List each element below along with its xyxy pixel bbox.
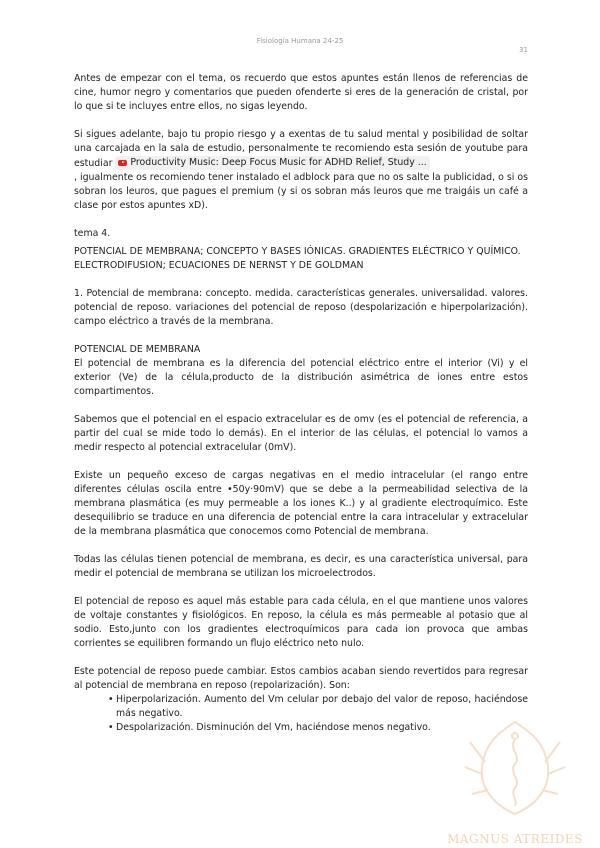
page-content xyxy=(74,72,528,735)
topic-label: tema 4. xyxy=(74,228,111,239)
recommendation-text-continued: , igualmente os recomiendo tener instalado el adblock para que no os salte la publicidad, o si os sobran los leuros, que pagues el premium (y si os sobran más leuros que me traigáis un café a clase por estos apuntes xD). xyxy=(74,172,528,211)
recommendation-paragraph xyxy=(74,128,528,213)
youtube-icon xyxy=(118,160,127,166)
youtube-link-chip[interactable] xyxy=(115,156,429,170)
intro-paragraph: Antes de empezar con el tema, os recuerdo que estos apuntes están llenos de referencias de cine, humor negro y comentarios que pueden ofenderte si eres de la generación de cristal, por lo que si te incluyes entre ellos, no sigas leyendo. xyxy=(74,73,528,112)
recommendation-text: Si sigues adelante, bajo tu propio riesgo y a exentas de tu salud mental y posibilidad de soltar una carcajada en la sala de estudio, personalmente te recomiendo esta sesión de youtube para estudiar xyxy=(74,129,528,169)
running-header: Fisiología Humana 24-25 xyxy=(256,37,344,45)
body-paragraph: Este potencial de reposo puede cambiar. Estos cambios acaban siendo revertidos para regresar al potencial de membrana en reposo (repolarización). Son: xyxy=(74,666,528,691)
section-outline: 1. Potencial de membrana: concepto. medida. características generales. universalidad. valores. potencial de reposo. variaciones del potencial de reposo (despolarización e hiperpolarización). campo eléctrico a través de la membrana. xyxy=(74,288,528,327)
topic-title: POTENCIAL DE MEMBRANA; CONCEPTO Y BASES IÓNICAS. GRADIENTES ELÉCTRICO Y QUÍMICO. ELECTRODIFUSION; ECUACIONES DE NERNST Y DE GOLDMAN xyxy=(74,246,521,271)
watermark-text: MAGNUS ATREIDES xyxy=(447,832,583,846)
body-paragraph: El potencial de reposo es aquel más estable para cada célula, en el que mantiene unos valores de voltaje constantes y fisiológicos. En reposo, la célula es más permeable al potasio que al sodio. Esto,junto con los gradientes electroquímicos para cada ion provoca que ambas corrientes se equilibren formando un flujo eléctrico neto nulo. xyxy=(74,596,528,649)
list-item: • Hiperpolarización. Aumento del Vm celular por debajo del valor de reposo, haciéndose más negativo. xyxy=(108,693,528,721)
list-item: • Despolarización. Disminución del Vm, haciéndose menos negativo. xyxy=(108,721,528,735)
watermark-emblem-icon xyxy=(430,712,600,832)
body-paragraph: Sabemos que el potencial en el espacio extracelular es de omv (es el potencial de referencia, a partir del cual se mide todo lo demás). En el interior de las células, el potencial lo vamos a medir respecto al potencial extracelular (0mV). xyxy=(74,414,528,453)
body-paragraph: Existe un pequeño exceso de cargas negativas en el medio intracelular (el rango entre diferentes células oscila entre •50y·90mV) que se debe a la permeabilidad selectiva de la membrana plasmática (es muy permeable a los iones K..) y al gradiente electroquímico. Este desequilibrio se traduce en una diferencia de potencial entre la cara intracelular y extracelular de la membrana plasmática que conocemos como Potencial de membrana. xyxy=(74,470,528,537)
section-heading: POTENCIAL DE MEMBRANA xyxy=(74,344,201,355)
youtube-link-title: Productivity Music: Deep Focus Music for ADHD Relief, Study ... xyxy=(130,157,427,168)
page-number: 31 xyxy=(519,46,528,54)
body-paragraph: Todas las células tienen potencial de membrana, es decir, es una característica universal, para medir el potencial de membrana se utilizan los microelectrodos. xyxy=(74,554,528,579)
body-paragraph: El potencial de membrana es la diferencia del potencial eléctrico entre el interior (Vi) y el exterior (Ve) de la célula,producto de la distribución asimétrica de iones entre estos compartimentos. xyxy=(74,358,528,397)
topic-heading xyxy=(74,227,528,273)
watermark xyxy=(430,712,600,848)
